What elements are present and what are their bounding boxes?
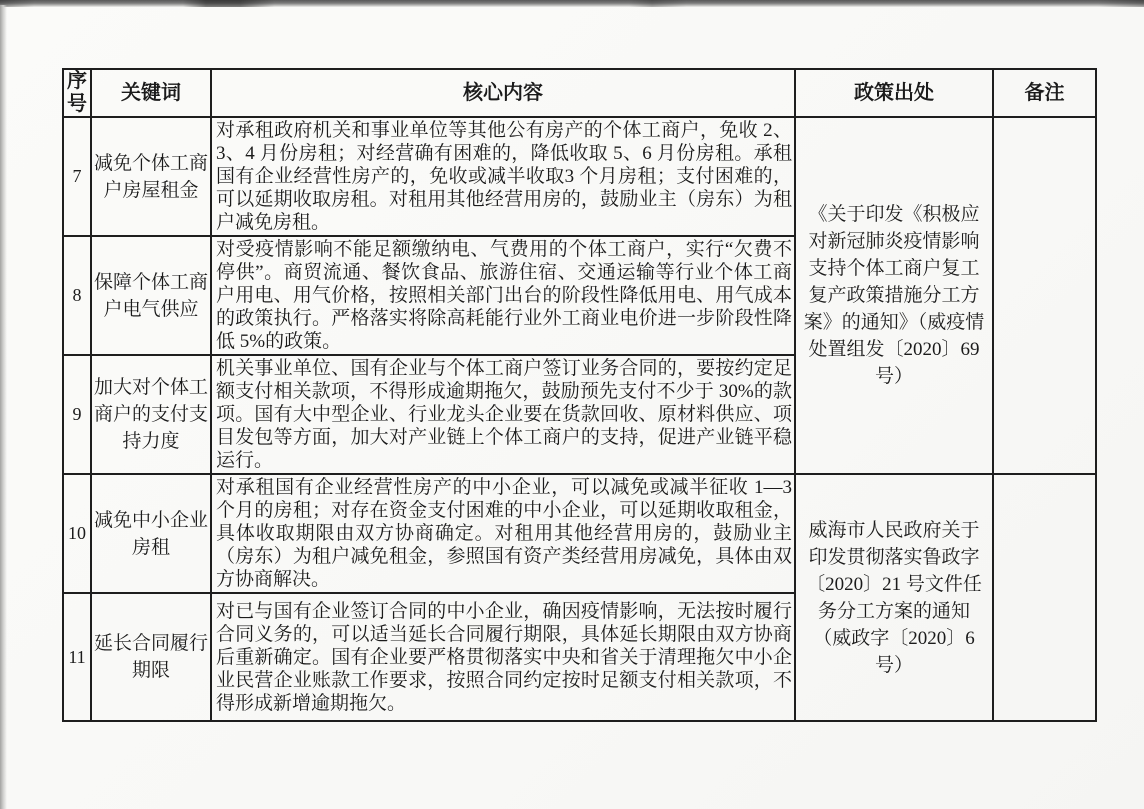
content-cell: 对承租政府机关和事业单位等其他公有房产的个体工商户，免收 2、3、4 月份房租；对经营确有困难的，降低收取 5、6 月份房租。承租国有企业经营性房产的，免收或减半收取3 个月房租；支付困难的，可以延期收取房租。对租用其他经营用房的，鼓励业主（房东）为租户减免房租。 — [211, 117, 795, 236]
remark-cell — [993, 117, 1096, 474]
keyword-cell: 加大对个体工商户的支付支持力度 — [91, 355, 211, 474]
header-content: 核心内容 — [211, 69, 795, 117]
header-keyword: 关键词 — [91, 69, 211, 117]
header-remark: 备注 — [993, 69, 1096, 117]
row-number-cell: 7 — [63, 117, 91, 236]
table-row — [63, 117, 1096, 236]
policy-source-cell: 威海市人民政府关于印发贯彻落实鲁政字〔2020〕21 号文件任务分工方案的通知（威政字〔2020〕6号） — [795, 474, 993, 721]
header-source: 政策出处 — [795, 69, 993, 117]
keyword-cell: 减免个体工商户房屋租金 — [91, 117, 211, 236]
scan-edge-top — [0, 0, 1144, 7]
content-cell: 对受疫情影响不能足额缴纳电、气费用的个体工商户，实行“欠费不停供”。商贸流通、餐饮食品、旅游住宿、交通运输等行业个体工商户用电、用气价格，按照相关部门出台的阶段性降低用电、用气成本的政策执行。严格落实将除高耗能行业外工商业电价进一步阶段性降低 5%的政策。 — [211, 236, 795, 355]
row-number-cell: 9 — [63, 355, 91, 474]
content-cell: 对承租国有企业经营性房产的中小企业，可以减免或减半征收 1—3 个月的房租；对存在资金支付困难的中小企业，可以延期收取租金，具体收取期限由双方协商确定。对租用其他经营用房的，鼓励业主（房东）为租户减免租金，参照国有资产类经营用房减免，具体由双方协商解决。 — [211, 474, 795, 593]
policy-table — [62, 68, 1097, 722]
row-number-cell: 11 — [63, 593, 91, 721]
keyword-cell: 延长合同履行期限 — [91, 593, 211, 721]
scan-edge-left — [0, 5, 7, 809]
remark-cell — [993, 474, 1096, 721]
keyword-cell: 保障个体工商户电气供应 — [91, 236, 211, 355]
row-number-cell: 10 — [63, 474, 91, 593]
header-num: 序号 — [63, 69, 91, 117]
table-row — [63, 474, 1096, 593]
row-number-cell: 8 — [63, 236, 91, 355]
header-row — [63, 69, 1096, 117]
content-cell: 机关事业单位、国有企业与个体工商户签订业务合同的，要按约定足额支付相关款项，不得形成逾期拖欠，鼓励预先支付不少于 30%的款项。国有大中型企业、行业龙头企业要在货款回收、原材料供应、项目发包等方面，加大对产业链上个体工商户的支持，促进产业链平稳运行。 — [211, 355, 795, 474]
policy-source-cell: 《关于印发《积极应对新冠肺炎疫情影响支持个体工商户复工复产政策措施分工方案》的通知》（威疫情处置组发〔2020〕69号） — [795, 117, 993, 474]
keyword-cell: 减免中小企业房租 — [91, 474, 211, 593]
content-cell: 对已与国有企业签订合同的中小企业，确因疫情影响，无法按时履行合同义务的，可以适当延长合同履行期限，具体延长期限由双方协商后重新确定。国有企业要严格贯彻落实中央和省关于清理拖欠中小企业民营企业账款工作要求，按照合同约定按时足额支付相关款项，不得形成新增逾期拖欠。 — [211, 593, 795, 721]
